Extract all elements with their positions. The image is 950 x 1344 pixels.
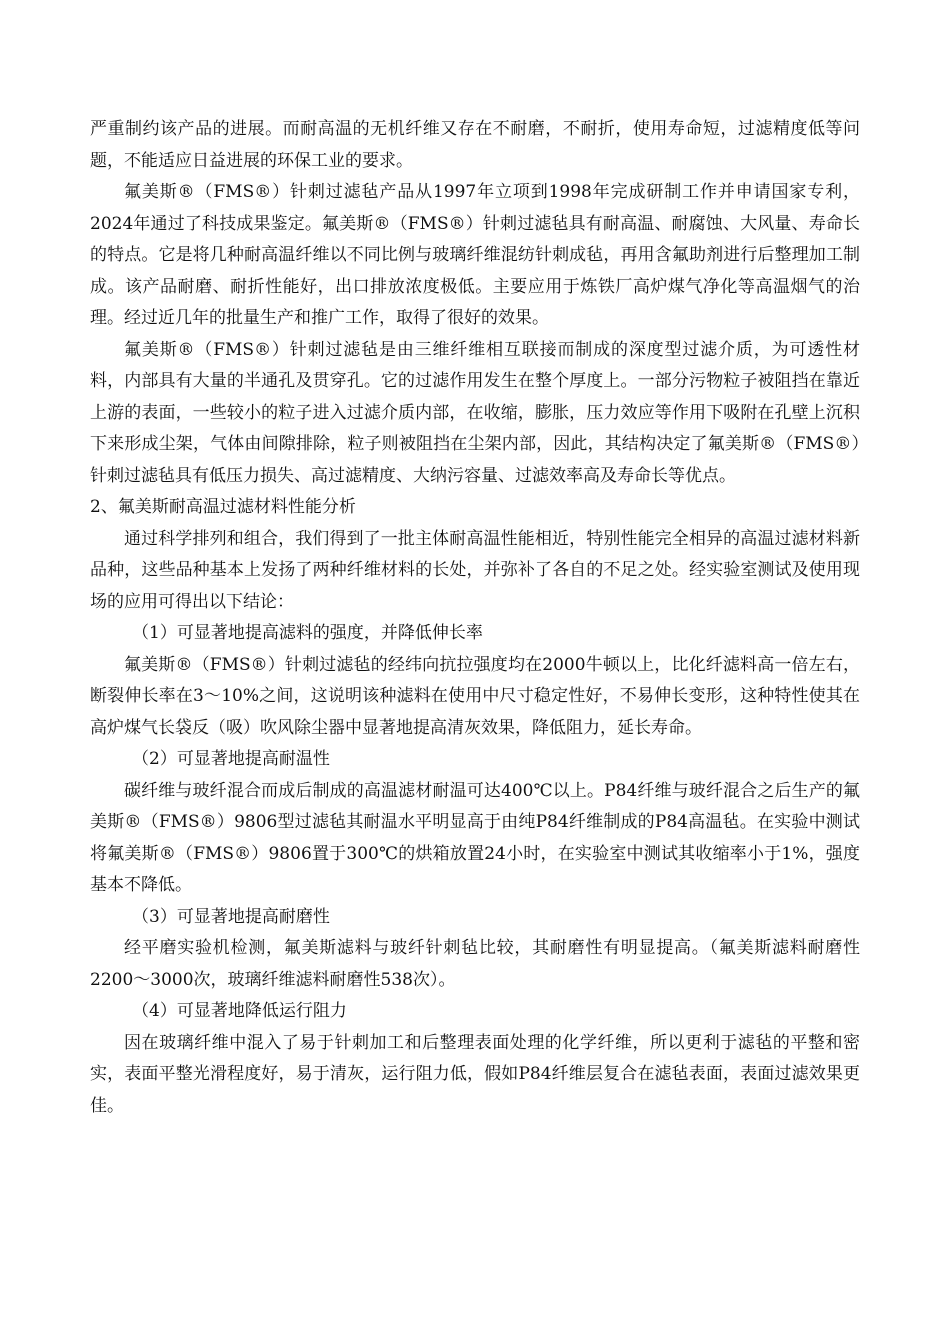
paragraph-filter-structure: 氟美斯®（FMS®）针刺过滤毡是由三维纤维相互联接而制成的深度型过滤介质，为可透性材料，内部具有大量的半通孔及贯穿孔。它的过滤作用发生在整个厚度上。一部分污物粒子被阻挡在靠近上游的表面，一些较小的粒子进入过滤介质内部，在收缩，膨胀，压力效应等作用下吸附在孔壁上沉积下来形成尘架，气体由间隙排除，粒子则被阻挡在尘架内部，因此，其结构决定了氟美斯®（FMS®）针刺过滤毡具有低压力损失、高过滤精度、大纳污容量、过滤效率高及寿命长等优点。	[90, 339, 860, 486]
paragraph-resistance: 因在玻璃纤维中混入了易于针刺加工和后整理表面处理的化学纤维，所以更利于滤毡的平整和密实，表面平整光滑程度好，易于清灰，运行阻力低，假如P84纤维层复合在滤毡表面，表面过滤效果更佳。	[90, 1032, 860, 1116]
paragraph-conclusions-intro: 通过科学排列和组合，我们得到了一批主体耐高温性能相近，特别性能完全相异的高温过滤材料新品种，这些品种基本上发扬了两种纤维材料的长处，并弥补了各自的不足之处。经实验室测试及使用现场的应用可得出以下结论：	[90, 528, 860, 612]
paragraph-intro-continuation: 严重制约该产品的进展。而耐高温的无机纤维又存在不耐磨，不耐折，使用寿命短，过滤精度低等问题，不能适应日益进展的环保工业的要求。	[90, 119, 860, 171]
paragraph-temperature: 碳纤维与玻纤混合而成后制成的高温滤材耐温可达400℃以上。P84纤维与玻纤混合之后生产的氟美斯®（FMS®）9806型过滤毡其耐温水平明显高于由纯P84纤维制成的P84高温毡。在实验中测试将氟美斯®（FMS®）9806置于300℃的烘箱放置24小时，在实验室中测试其收缩率小于1%，强度基本不降低。	[90, 780, 860, 895]
subheading-abrasion: （3）可显著地提高耐磨性	[132, 906, 330, 927]
section-heading-performance-analysis: 2、氟美斯耐高温过滤材料性能分析	[90, 497, 356, 517]
paragraph-product-overview: 氟美斯®（FMS®）针刺过滤毡产品从1997年立项到1998年完成研制工作并申请国家专利，2024年通过了科技成果鉴定。氟美斯®（FMS®）针刺过滤毡具有耐高温、耐腐蚀、大风量、寿命长的特点。它是将几种耐高温纤维以不同比例与玻璃纤维混纺针刺成毡，再用含氟助剂进行后整理加工制成。该产品耐磨、耐折性能好，出口排放浓度极低。主要应用于炼铁厂高炉煤气净化等高温烟气的治理。经过近几年的批量生产和推广工作，取得了很好的效果。	[90, 182, 860, 328]
paragraph-abrasion: 经平磨实验机检测，氟美斯滤料与玻纤针刺毡比较，其耐磨性有明显提高。（氟美斯滤料耐磨性2200～3000次，玻璃纤维滤料耐磨性538次）。	[90, 938, 860, 990]
subheading-strength: （1）可显著地提高滤料的强度，并降低伸长率	[132, 623, 483, 643]
document-body	[90, 114, 860, 1122]
subheading-resistance: （4）可显著地降低运行阻力	[132, 1001, 347, 1021]
subheading-temperature: （2）可显著地提高耐温性	[132, 749, 330, 769]
paragraph-strength: 氟美斯®（FMS®）针刺过滤毡的经纬向抗拉强度均在2000牛顿以上，比化纤滤料高一倍左右，断裂伸长率在3～10%之间，这说明该种滤料在使用中尺寸稳定性好，不易伸长变形，这种特性使其在高炉煤气长袋反（吸）吹风除尘器中显著地提高清灰效果，降低阻力，延长寿命。	[90, 654, 860, 738]
